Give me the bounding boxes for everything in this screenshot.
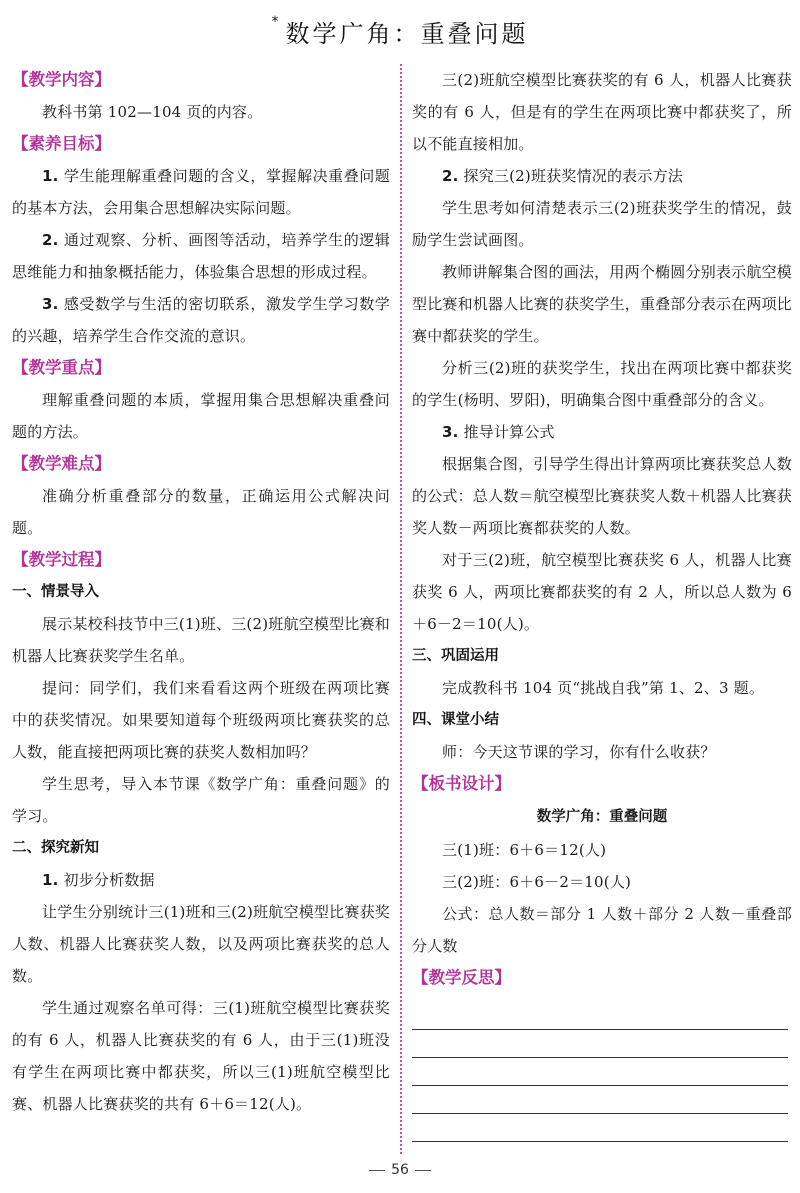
goal-3-text: 感受数学与生活的密切联系，激发学生学习数学的兴趣，培养学生合作交流的意识。 (12, 295, 390, 345)
page-number-text: 56 (391, 1162, 409, 1178)
section-2-title: 二、探究新知 (12, 840, 99, 856)
right-paragraph-6: 对于三(2)班，航空模型比赛获奖 6 人，机器人比赛获奖 6 人，两项比赛都获奖的有 2 人，所以总人数为 6＋6－2＝10(人)。 (412, 551, 792, 633)
goal-3-number: 3. (42, 295, 59, 313)
goal-1-text: 学生能理解重叠问题的含义，掌握解决重叠问题的基本方法，会用集合思想解决实际问题。 (12, 167, 390, 217)
topic-2-number: 2. (442, 167, 459, 185)
heading-board-design: 【板书设计】 (412, 774, 511, 793)
right-paragraph-1: 三(2)班航空模型比赛获奖的有 6 人，机器人比赛获奖的有 6 人，但是有的学生在两项比赛中都获奖了，所以不能直接相加。 (412, 71, 792, 153)
writing-line (412, 1058, 788, 1086)
section-1-paragraph-1: 展示某校科技节中三(1)班、三(2)班航空模型比赛和机器人比赛获奖学生名单。 (12, 615, 390, 665)
goal-2-text: 通过观察、分析、画图等活动，培养学生的逻辑思维能力和抽象概括能力，体验集合思想的形成过程。 (12, 231, 390, 281)
left-column (12, 64, 390, 1120)
writing-line (412, 1002, 788, 1030)
board-line-2: 三(2)班：6＋6－2＝10(人) (442, 873, 632, 891)
page-title (0, 14, 800, 49)
board-line-3: 公式：总人数＝部分 1 人数＋部分 2 人数－重叠部分人数 (412, 905, 792, 955)
topic-3-number: 3. (442, 423, 459, 441)
key-points-text: 理解重叠问题的本质，掌握用集合思想解决重叠问题的方法。 (12, 391, 390, 441)
section-3-paragraph: 完成教科书 104 页“挑战自我”第 1、2、3 题。 (442, 679, 765, 697)
section-1-paragraph-2: 提问：同学们，我们来看看这两个班级在两项比赛中的获奖情况。如果要知道每个班级两项比赛获奖的总人数，能直接把两项比赛的获奖人数相加吗？ (12, 679, 390, 761)
section-2-topic-1 (12, 864, 390, 896)
topic-3 (412, 416, 792, 448)
teaching-content-text: 教科书第 102—104 页的内容。 (42, 103, 263, 121)
board-title: 数学广角：重叠问题 (536, 809, 668, 825)
board-line-1: 三(1)班：6＋6＝12(人) (442, 841, 607, 859)
heading-key-points: 【教学重点】 (12, 358, 111, 377)
heading-difficulties: 【教学难点】 (12, 454, 111, 473)
goal-2 (12, 224, 390, 288)
page-number-dash-right (415, 1170, 431, 1171)
heading-reflection: 【教学反思】 (412, 968, 511, 987)
section-2-paragraph-2: 学生通过观察名单可得：三(1)班航空模型比赛获奖的有 6 人，机器人比赛获奖的有 6 人，由于三(1)班没有学生在两项比赛中都获奖，所以三(1)班航空模型比赛、机器人比赛获奖的共有 6＋6＝12(人)。 (12, 999, 390, 1113)
writing-line (412, 1114, 788, 1142)
writing-line (412, 1086, 788, 1114)
page-number (0, 1162, 800, 1178)
goal-2-number: 2. (42, 231, 59, 249)
topic-1-number: 1. (42, 871, 59, 889)
column-divider (400, 64, 402, 1154)
right-paragraph-2: 学生思考如何清楚表示三(2)班获奖学生的情况，鼓励学生尝试画图。 (412, 199, 792, 249)
section-1-paragraph-3: 学生思考，导入本节课《数学广角：重叠问题》的学习。 (12, 775, 390, 825)
topic-2-text: 探究三(2)班获奖情况的表示方法 (458, 167, 683, 185)
asterisk-mark: * (271, 14, 282, 30)
page-title-text: 数学广角：重叠问题 (285, 20, 529, 48)
right-paragraph-4: 分析三(2)班的获奖学生，找出在两项比赛中都获奖的学生(杨明、罗阳)，明确集合图中重叠部分的含义。 (412, 359, 792, 409)
section-4-paragraph: 师：今天这节课的学习，你有什么收获？ (442, 743, 716, 761)
heading-teaching-content: 【教学内容】 (12, 70, 111, 89)
section-3-title: 三、巩固运用 (412, 648, 499, 664)
heading-process: 【教学过程】 (12, 550, 111, 569)
goal-3 (12, 288, 390, 352)
right-paragraph-3: 教师讲解集合图的画法，用两个椭圆分别表示航空模型比赛和机器人比赛的获奖学生，重叠部分表示在两项比赛中都获奖的学生。 (412, 263, 793, 345)
section-2-paragraph-1: 让学生分别统计三(1)班和三(2)班航空模型比赛获奖人数、机器人比赛获奖人数，以及两项比赛获奖的总人数。 (12, 903, 390, 985)
page-number-dash-left (369, 1170, 385, 1171)
goal-1 (12, 160, 390, 224)
topic-1-text: 初步分析数据 (58, 871, 155, 889)
section-4-title: 四、课堂小结 (412, 712, 499, 728)
topic-2 (412, 160, 792, 192)
reflection-writing-area (412, 1002, 788, 1142)
right-column (412, 64, 792, 1142)
heading-goals: 【素养目标】 (12, 134, 111, 153)
right-paragraph-5: 根据集合图，引导学生得出计算两项比赛获奖总人数的公式：总人数＝航空模型比赛获奖人数＋机器人比赛获奖人数－两项比赛都获奖的人数。 (412, 455, 793, 537)
goal-1-number: 1. (42, 167, 59, 185)
section-1-title: 一、情景导入 (12, 584, 99, 600)
difficulties-text: 准确分析重叠部分的数量，正确运用公式解决问题。 (12, 487, 390, 537)
topic-3-text: 推导计算公式 (458, 423, 555, 441)
writing-line (412, 1030, 788, 1058)
